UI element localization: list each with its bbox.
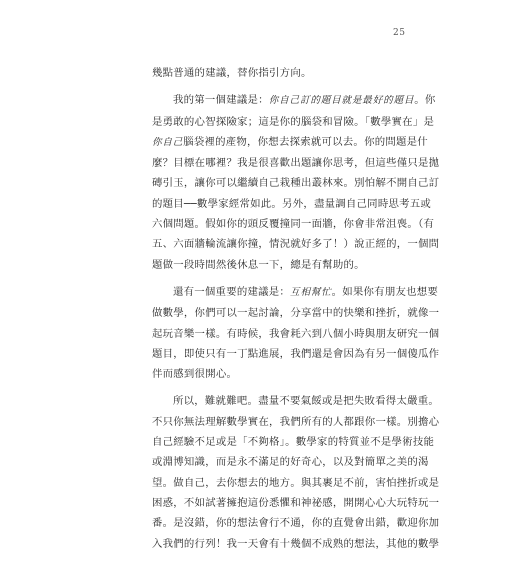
page-number: 25 [393,28,406,38]
text-line: 望。做自己，去你想去的地方。與其裹足不前，害怕挫折或是 [152,476,440,489]
text-line: 磚引玉，讓你可以繼續自己栽種出叢林來。別怕解不開自己訂 [152,177,440,190]
text-line: 五、六面牆輪流讓你撞，情況就好多了！）說正經的，一個問 [152,238,440,251]
text-line: 起玩音樂一樣。有時候，我會耗六到八個小時與朋友研究一個 [152,327,440,340]
body-text [152,63,440,561]
text-line: 麼？目標在哪裡？我是很喜歡出題讓你思考，但這些僅只是拋 [152,157,440,170]
text-line: 不只你無法理解數學實在，我們所有的人都跟你一樣。別擔心 [152,415,440,428]
paragraph [152,282,440,384]
text-line: 的題目──數學家經常如此。另外，盡量調自己同時思考五或 [152,197,432,210]
text-segment: 。如果你有朋友也想要 [331,285,439,298]
text-segment: 還有一個重要的建議是： [173,285,291,298]
emphasized-phrase: 你自己訂的題目就是最好的題目 [268,95,415,107]
text-line [152,132,428,153]
text-line: 伴而感到很開心。 [152,368,238,381]
emphasized-phrase: 互相幫忙 [290,286,332,298]
text-line: 題目，即使只有一丁點進展，我們還是會因為有另一個傻瓜作 [152,347,440,360]
paragraph [152,63,410,83]
text-line: 入我們的行列！我一天會有十幾個不成熟的想法，其他的數學 [152,537,440,550]
text-line: 做數學，你們可以一起討論，分享當中的快樂和挫折，就像一 [152,307,440,320]
text-line: 番。是沒錯，你的想法會行不通，你的直覺會出錯，歡迎你加 [152,517,440,530]
text-line: 幾點普通的建議，替你指引方向。 [152,67,312,79]
text-segment: 我的第一個建議是： [173,94,269,107]
text-segment: 。你 [414,94,436,107]
text-line [152,282,439,303]
text-line: 或淵博知識，而是永不滿足的好奇心，以及對簡單之美的渴 [152,456,429,469]
emphasized-phrase: 你自己 [152,136,184,148]
text-line [152,90,436,111]
text-line: 題做一段時間然後休息一下，總是有幫助的。 [152,258,365,271]
text-line: 困惑，不如試著擁抱這份悉懼和神祕感，開開心心大玩特玩一 [152,496,440,509]
text-line: 六個問題。假如你的頭反覆撞同一面牆，你會非常沮喪。（有 [152,218,435,231]
text-line: 是勇敢的心智探險家；這是你的腦袋和冒險。「數學實在」是 [152,115,435,128]
text-line: 自己經驗不足或是「不夠格」。數學家的特質並不是學術技能 [152,436,435,449]
text-line: 所以，難就難吧。盡量不要氣餒或是把失敗看得太嚴重。 [173,395,440,408]
paragraph [152,391,440,553]
paragraph [152,90,440,275]
text-segment: 腦袋裡的產物，你想去探索就可以去。你的問題是什 [183,135,428,148]
